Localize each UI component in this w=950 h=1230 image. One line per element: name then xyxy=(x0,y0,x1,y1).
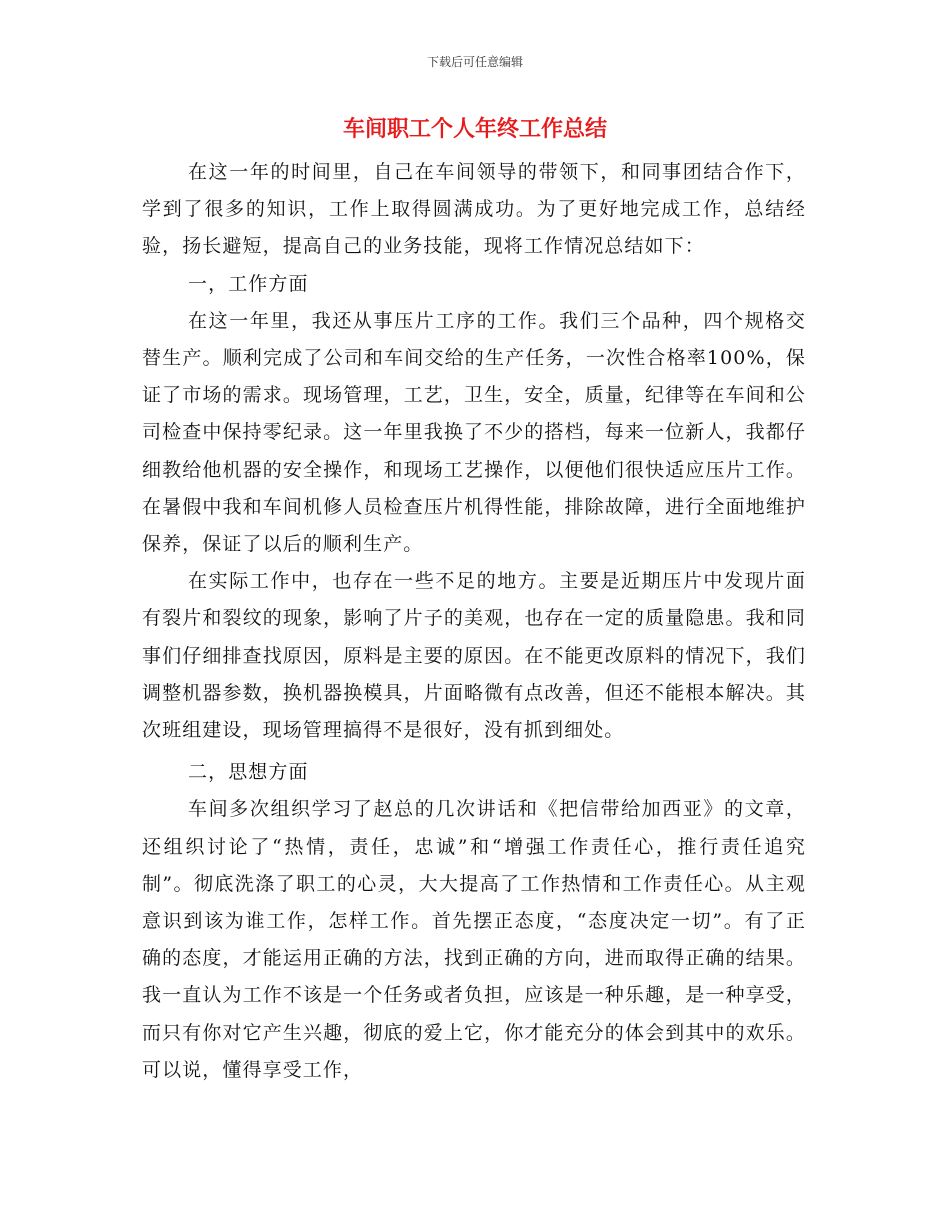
section-heading-work: 一，工作方面 xyxy=(188,272,309,295)
intro-paragraph: 在这一年的时间里，自己在车间领导的带领下，和同事团结合作下，学到了很多的知识，工作上取得圆满成功。为了更好地完成工作，总结经验，扬长避短，提高自己的业务技能，现将工作情况总结如下： xyxy=(142,161,806,258)
document-body xyxy=(142,154,806,1089)
thought-paragraph-1: 车间多次组织学习了赵总的几次讲话和《把信带给加西亚》的文章，还组织讨论了“热情，责任，忠诚”和“增强工作责任心，推行责任追究制”。彻底洗涤了职工的心灵，大大提高了工作热情和工作责任心。从主观意识到该为谁工作，怎样工作。首先摆正态度，“态度决定一切”。有了正确的态度，才能运用正确的方法，找到正确的方向，进而取得正确的结果。我一直认为工作不该是一个任务或者负担，应该是一种乐趣，是一种享受，而只有你对它产生兴趣，彻底的爱上它，你才能充分的体会到其中的欢乐。可以说，懂得享受工作， xyxy=(142,798,806,1081)
work-paragraph-2: 在实际工作中，也存在一些不足的地方。主要是近期压片中发现片面有裂片和裂纹的现象，影响了片子的美观，也存在一定的质量隐患。我和同事们仔细排查找原因，原料是主要的原因。在不能更改原料的情况下，我们调整机器参数，换机器换模具，片面略微有点改善，但还不能根本解决。其次班组建设，现场管理搞得不是很好，没有抓到细处。 xyxy=(142,570,806,742)
header-note: 下载后可任意编辑 xyxy=(426,55,523,69)
section-heading-thought: 二，思想方面 xyxy=(188,761,309,784)
document-title: 车间职工个人年终工作总结 xyxy=(342,117,607,142)
work-paragraph-1: 在这一年里，我还从事压片工序的工作。我们三个品种，四个规格交替生产。顺利完成了公司和车间交给的生产任务，一次性合格率100%，保证了市场的需求。现场管理，工艺，卫生，安全，质量，纪律等在车间和公司检查中保持零纪录。这一年里我换了不少的搭档，每来一位新人，我都仔细教给他机器的安全操作，和现场工艺操作，以便他们很快适应压片工作。在暑假中我和车间机修人员检查压片机得性能，排除故障，进行全面地维护保养，保证了以后的顺利生产。 xyxy=(142,309,806,556)
